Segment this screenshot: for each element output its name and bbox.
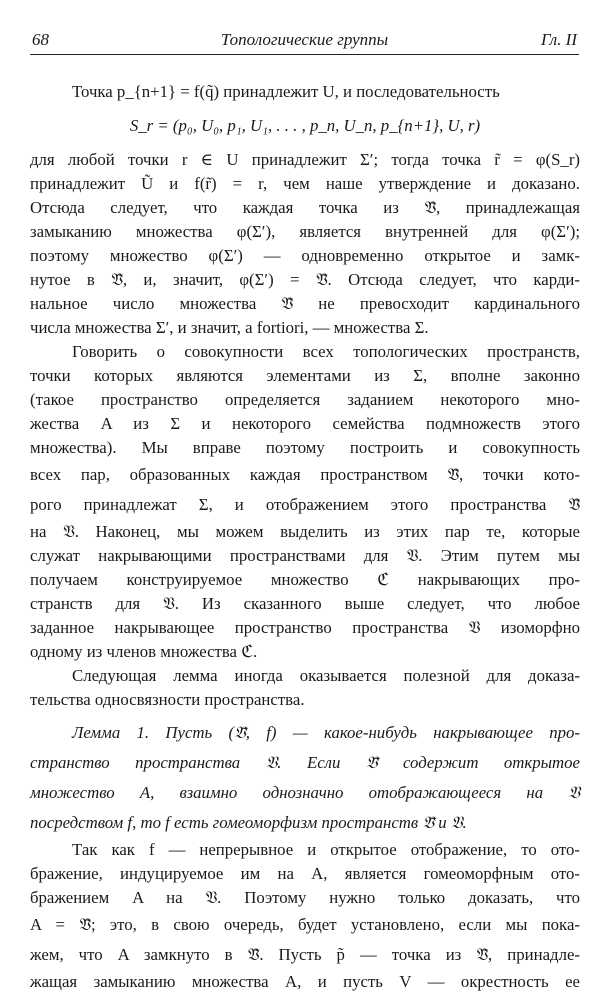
text-line: жества A из Σ и некоторого семейства подмножеств этого xyxy=(30,414,580,433)
text-line: Лемма 1. Пусть (𝔙̃, f) — какое-нибудь накрывающее про- xyxy=(72,723,580,742)
text-line: странство пространства 𝔙. Если 𝔙̃ содержит открытое xyxy=(30,753,580,772)
text-line: точки которых являются элементами из Σ, вполне законно xyxy=(30,366,580,385)
text-line: замыканию множества φ(Σ′), является внутренней для φ(Σ′); xyxy=(30,222,580,241)
text-line: на 𝔙. Наконец, мы можем выделить из этих пар те, которые xyxy=(30,522,580,541)
lemma-statement xyxy=(30,718,580,838)
text-line: бражением A на 𝔙. Поэтому нужно только доказать, что xyxy=(30,888,580,907)
text-line: заданное накрывающее пространство пространства 𝔙 изоморфно xyxy=(30,618,580,637)
text-line: Отсюда следует, что каждая точка из 𝔙̃, принадлежащая xyxy=(30,198,580,217)
page-number: 68 xyxy=(32,30,49,49)
display-formula: S_r = (p₀, U₀, p₁, U₁, . . . , p_n, U_n, p_{n+1}, U, r) xyxy=(129,116,481,135)
text-line: одному из членов множества ℭ. xyxy=(30,642,258,661)
page-body xyxy=(30,80,580,994)
text-line: бражение, индуцируемое им на A, является гомеоморфным ото- xyxy=(30,864,580,883)
text-line: (такое пространство определяется заданием некоторого мно- xyxy=(30,390,580,409)
text-line: множества). Мы вправе поэтому построить и совокупность xyxy=(30,438,580,457)
text-line: поэтому множество φ(Σ′) — одновременно открытое и замк- xyxy=(30,246,580,265)
text-line: принадлежит Ũ и f(r̃) = r, чем наше утверждение и доказано. xyxy=(30,174,580,193)
text-line: жащая замыканию множества A, и пусть V — окрестность ее xyxy=(30,972,580,991)
text-line: странств для 𝔙. Из сказанного выше следует, что любое xyxy=(30,594,580,613)
text-line: нутое в 𝔙̃, и, значит, φ(Σ′) = 𝔙̃. Отсюда следует, что карди- xyxy=(30,270,580,289)
text-line: A = 𝔙̃; это, в свою очередь, будет установлено, если мы пока- xyxy=(30,915,580,934)
text-line: рого принадлежат Σ, и отображением этого пространства 𝔙̃ xyxy=(30,495,580,514)
running-header xyxy=(30,30,579,55)
text-line: Точка p_{n+1} = f(q̃) принадлежит U, и последовательность xyxy=(72,82,500,101)
paragraph-2 xyxy=(30,148,580,340)
text-line: получаем конструируемое множество ℭ накрывающих про- xyxy=(30,570,580,589)
paragraph-1 xyxy=(30,80,580,104)
text-line: множество A, взаимно однозначно отображающееся на 𝔙 xyxy=(30,783,580,802)
paragraph-3 xyxy=(30,340,580,664)
text-line: тельства односвязности пространства. xyxy=(30,690,305,709)
text-line: Говорить о совокупности всех топологических пространств, xyxy=(72,342,580,361)
text-line: Так как f — непрерывное и открытое отображение, то ото- xyxy=(72,840,580,859)
text-line: нальное число множества 𝔙̃ не превосходит кардинального xyxy=(30,294,580,313)
text-line: Следующая лемма иногда оказывается полезной для доказа- xyxy=(72,666,580,685)
text-line: числа множества Σ′, и значит, a fortiori, — множества Σ. xyxy=(30,318,429,337)
text-line: посредством f, то f есть гомеоморфизм пространств 𝔙̃ и 𝔙. xyxy=(30,813,467,832)
text-line: для любой точки r ∈ U принадлежит Σ′; тогда точка r̃ = φ(S_r) xyxy=(30,150,580,169)
text-line: служат накрывающими пространствами для 𝔙. Этим путем мы xyxy=(30,546,580,565)
running-title: Топологические группы xyxy=(220,30,389,49)
paragraph-5 xyxy=(30,838,580,994)
text-line: жем, что A замкнуто в 𝔙̃. Пусть p̃ — точка из 𝔙̃, принадле- xyxy=(30,945,580,964)
chapter-label: Гл. II xyxy=(540,30,577,49)
text-line: всех пар, образованных каждая пространством 𝔙̃, точки кото- xyxy=(30,465,580,484)
paragraph-4 xyxy=(30,664,580,712)
